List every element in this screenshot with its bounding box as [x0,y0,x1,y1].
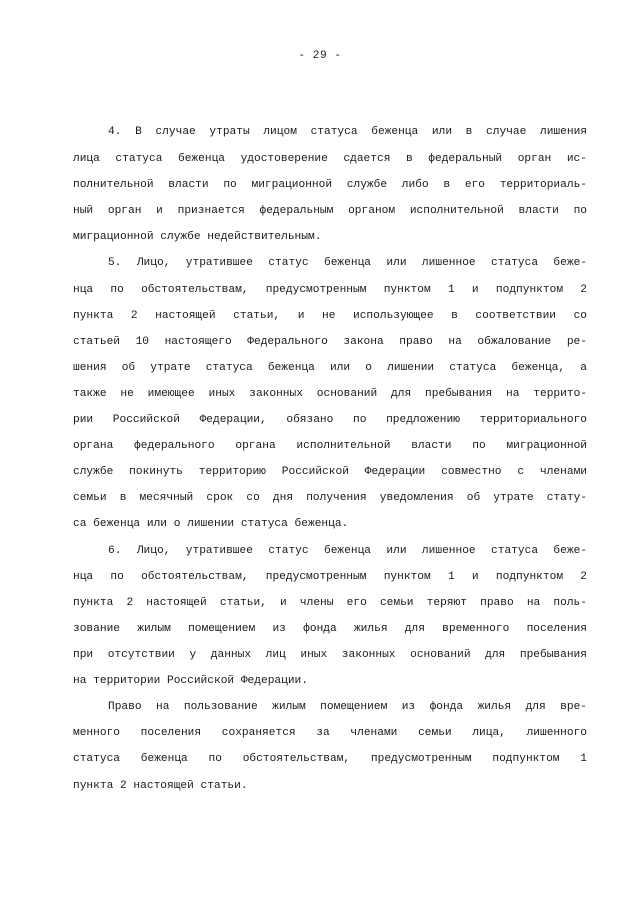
paragraph-2-line-5: шения об утрате статуса беженца или о лишении статуса беженца, а [73,362,587,374]
paragraph-2-line-2: нца по обстоятельствам, предусмотренным пунктом 1 и подпунктом 2 [73,284,587,296]
paragraph-3-line-5: при отсутствии у данных лиц иных законных оснований для пребывания [73,649,587,661]
paragraph-4-line-3: статуса беженца по обстоятельствам, предусмотренным подпунктом 1 [73,753,587,765]
paragraph-1-line-5: миграционной службе недействительным. [73,231,322,243]
paragraph-2-line-11: са беженца или о лишении статуса беженца. [73,518,349,530]
paragraph-2-line-1: 5. Лицо, утратившее статус беженца или лишенное статуса беже- [108,257,587,269]
paragraph-1-line-1: 4. В случае утраты лицом статуса беженца или в случае лишения [108,126,587,138]
paragraph-1-line-4: ный орган и признается федеральным органом исполнительной власти по [73,205,587,217]
paragraph-4-line-4: пункта 2 настоящей статьи. [73,780,248,792]
paragraph-4-line-1: Право на пользование жилым помещением из фонда жилья для вре- [108,701,587,713]
paragraph-2-line-3: пункта 2 настоящей статьи, и не использующее в соответствии со [73,310,587,322]
paragraph-2-line-8: органа федерального органа исполнительной власти по миграционной [73,440,587,452]
paragraph-3-line-2: нца по обстоятельствам, предусмотренным пунктом 1 и подпунктом 2 [73,571,587,583]
paragraph-3-line-4: зование жилым помещением из фонда жилья для временного поселения [73,623,587,635]
paragraph-3-line-1: 6. Лицо, утратившее статус беженца или лишенное статуса беже- [108,545,587,557]
paragraph-2-line-7: рии Российской Федерации, обязано по предложению территориального [73,414,587,426]
paragraph-1-line-3: полнительной власти по миграционной службе либо в его территориаль- [73,179,587,191]
paragraph-3-line-6: на территории Российской Федерации. [73,675,308,687]
paragraph-4-line-2: менного поселения сохраняется за членами семьи лица, лишенного [73,727,587,739]
paragraph-1-line-2: лица статуса беженца удостоверение сдается в федеральный орган ис- [73,153,587,165]
paragraph-2-line-9: службе покинуть территорию Российской Федерации совместно с членами [73,466,587,478]
paragraph-2-line-6: также не имеющее иных законных оснований для пребывания на террито- [73,388,587,400]
page-number: - 29 - [298,50,342,62]
paragraph-2-line-10: семьи в месячный срок со дня получения уведомления об утрате стату- [73,492,587,504]
paragraph-2-line-4: статьей 10 настоящего Федерального закона право на обжалование ре- [73,336,587,348]
paragraph-3-line-3: пункта 2 настоящей статьи, и члены его семьи теряют право на поль- [73,597,587,609]
